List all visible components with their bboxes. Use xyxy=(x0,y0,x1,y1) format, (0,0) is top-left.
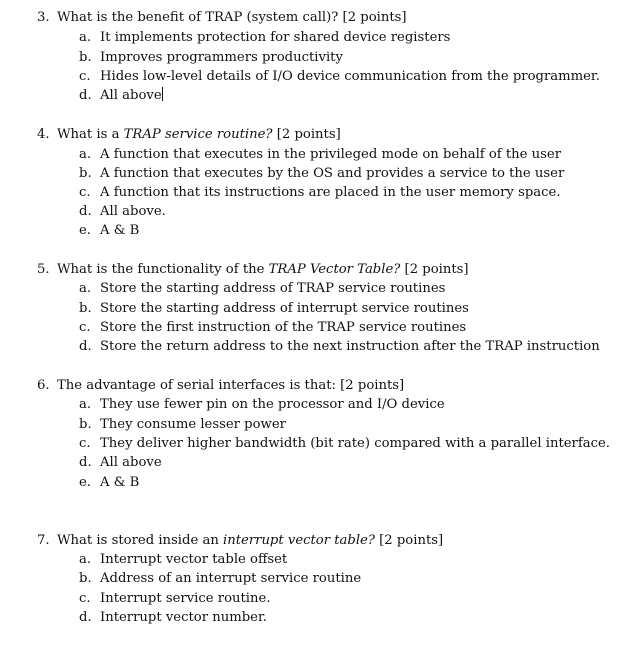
option-c[interactable] xyxy=(79,435,610,453)
option-letter: a. xyxy=(79,30,92,45)
option-text: All above xyxy=(100,88,162,103)
question-points: [2 points] xyxy=(404,262,469,277)
option-a[interactable] xyxy=(79,396,445,414)
option-letter: b. xyxy=(79,166,92,181)
question-number: 4. xyxy=(37,127,50,142)
option-text: A function that executes by the OS and provides a service to the user xyxy=(100,166,565,181)
option-text: A & B xyxy=(100,223,140,238)
question-stem: What is the functionality of the xyxy=(57,262,269,277)
option-text: It implements protection for shared device registers xyxy=(100,30,451,45)
question-number: 5. xyxy=(37,262,50,277)
option-c[interactable] xyxy=(79,319,466,337)
option-letter: c. xyxy=(79,320,91,335)
question-stem: What is the benefit of TRAP (system call)? xyxy=(57,10,343,25)
option-letter: b. xyxy=(79,301,92,316)
option-b[interactable] xyxy=(79,416,286,434)
option-b[interactable] xyxy=(79,570,361,588)
option-letter: b. xyxy=(79,417,92,432)
option-c[interactable] xyxy=(79,68,600,86)
question-term: interrupt vector table? xyxy=(223,533,375,548)
option-letter: d. xyxy=(79,455,92,470)
text-cursor xyxy=(162,87,163,101)
option-e[interactable] xyxy=(79,222,139,240)
option-text: Store the starting address of TRAP service routines xyxy=(100,281,446,296)
option-text: They deliver higher bandwidth (bit rate) compared with a parallel interface. xyxy=(100,436,610,451)
question-number: 6. xyxy=(37,378,50,393)
option-a[interactable] xyxy=(79,280,445,298)
option-text: They consume lesser power xyxy=(100,417,286,432)
question-stem: The advantage of serial interfaces is that: xyxy=(57,378,341,393)
option-text: Interrupt vector number. xyxy=(100,610,267,625)
question-term: TRAP Vector Table? xyxy=(268,262,401,277)
option-b[interactable] xyxy=(79,300,469,318)
question-points: [2 points] xyxy=(379,533,444,548)
option-text: They use fewer pin on the processor and I/O device xyxy=(100,397,445,412)
option-text: Store the first instruction of the TRAP service routines xyxy=(100,320,467,335)
option-text: A & B xyxy=(100,475,140,490)
question-stem: What is stored inside an xyxy=(57,533,224,548)
option-text: All above. xyxy=(100,204,166,219)
option-b[interactable] xyxy=(79,49,343,67)
question-text xyxy=(37,126,341,144)
option-text: Interrupt vector table offset xyxy=(100,552,288,567)
option-c[interactable] xyxy=(79,184,561,202)
question-term: TRAP service routine? xyxy=(123,127,273,142)
option-text: A function that executes in the privileged mode on behalf of the user xyxy=(100,147,562,162)
option-b[interactable] xyxy=(79,165,564,183)
option-letter: d. xyxy=(79,88,92,103)
option-letter: a. xyxy=(79,147,92,162)
option-c[interactable] xyxy=(79,590,271,608)
option-letter: a. xyxy=(79,552,92,567)
option-text: A function that its instructions are placed in the user memory space. xyxy=(100,185,561,200)
option-letter: e. xyxy=(79,475,91,490)
question-text xyxy=(37,532,443,550)
option-letter: e. xyxy=(79,223,91,238)
option-letter: b. xyxy=(79,571,92,586)
option-text: All above xyxy=(100,455,162,470)
question-points: [2 points] xyxy=(342,10,407,25)
option-letter: a. xyxy=(79,397,92,412)
option-letter: d. xyxy=(79,339,92,354)
option-letter: c. xyxy=(79,436,91,451)
question-points: [2 points] xyxy=(340,378,405,393)
option-letter: b. xyxy=(79,50,92,65)
option-text: Store the return address to the next instruction after the TRAP instruction xyxy=(100,339,600,354)
option-letter: d. xyxy=(79,204,92,219)
option-d[interactable] xyxy=(79,609,267,627)
option-text: Interrupt service routine. xyxy=(100,591,271,606)
question-number: 7. xyxy=(37,533,50,548)
question-text xyxy=(37,9,407,27)
option-text: Store the starting address of interrupt service routines xyxy=(100,301,469,316)
option-d[interactable] xyxy=(79,454,162,472)
question-points: [2 points] xyxy=(276,127,341,142)
option-letter: a. xyxy=(79,281,92,296)
question-text xyxy=(37,261,469,279)
option-a[interactable] xyxy=(79,146,561,164)
question-stem: What is a xyxy=(57,127,124,142)
option-a[interactable] xyxy=(79,551,287,569)
option-d[interactable] xyxy=(79,338,600,356)
question-text xyxy=(37,377,404,395)
option-letter: c. xyxy=(79,185,91,200)
option-e[interactable] xyxy=(79,474,139,492)
option-text: Address of an interrupt service routine xyxy=(100,571,362,586)
option-d[interactable] xyxy=(79,203,166,221)
option-letter: c. xyxy=(79,591,91,606)
option-d[interactable] xyxy=(79,87,163,105)
option-a[interactable] xyxy=(79,29,450,47)
option-text: Improves programmers productivity xyxy=(100,50,343,65)
option-letter: d. xyxy=(79,610,92,625)
option-letter: c. xyxy=(79,69,91,84)
option-text: Hides low-level details of I/O device communication from the programmer. xyxy=(100,69,600,84)
question-number: 3. xyxy=(37,10,50,25)
